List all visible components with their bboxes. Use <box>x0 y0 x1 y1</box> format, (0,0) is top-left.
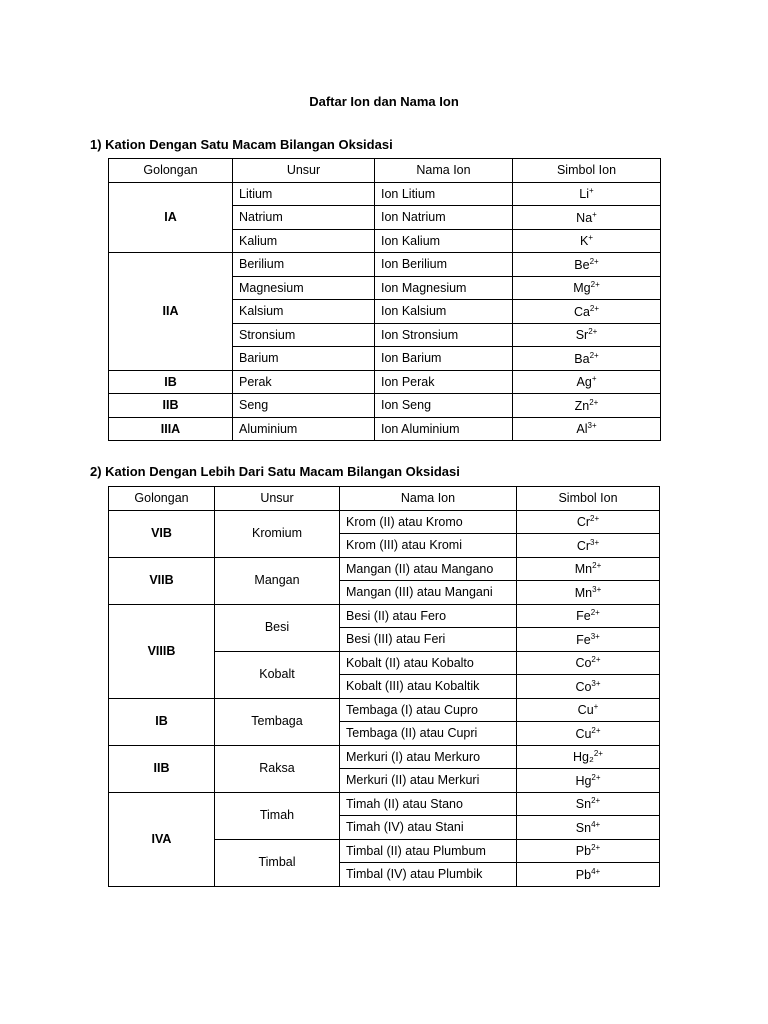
nama-ion-cell: Ion Kalium <box>375 229 513 253</box>
ion-charge: + <box>588 233 593 242</box>
table-row <box>109 745 660 769</box>
nama-ion-cell: Merkuri (II) atau Merkuri <box>340 769 517 793</box>
ion-symbol <box>517 675 660 699</box>
table-single-oxidation <box>108 158 661 441</box>
ion-charge: 4+ <box>591 866 601 876</box>
ion-symbol-base: Al <box>576 422 588 436</box>
golongan-cell: IIB <box>109 745 215 792</box>
ion-charge: 3+ <box>590 537 600 547</box>
ion-charge: + <box>592 209 597 219</box>
ion-symbol <box>513 417 661 441</box>
unsur-cell: Berilium <box>233 253 375 277</box>
unsur-cell: Tembaga <box>215 698 340 745</box>
nama-ion-cell: Timah (II) atau Stano <box>340 792 517 816</box>
ion-charge: 3+ <box>590 631 600 641</box>
ion-charge: 2+ <box>590 514 600 523</box>
ion-charge: 2+ <box>593 749 603 758</box>
unsur-cell: Kromium <box>215 510 340 557</box>
golongan-cell: IIA <box>109 253 233 371</box>
ion-symbol <box>517 534 660 558</box>
nama-ion-cell: Ion Stronsium <box>375 323 513 347</box>
golongan-cell: IIB <box>109 394 233 418</box>
nama-ion-cell: Ion Natrium <box>375 206 513 230</box>
ion-symbol <box>513 300 661 324</box>
column-header: Golongan <box>109 487 215 511</box>
table-row <box>109 417 661 441</box>
column-header: Unsur <box>233 159 375 183</box>
nama-ion-cell: Ion Kalsium <box>375 300 513 324</box>
ion-symbol-base: Mn <box>574 562 593 576</box>
table-row <box>109 698 660 722</box>
unsur-cell: Mangan <box>215 557 340 604</box>
ion-symbol <box>517 628 660 652</box>
nama-ion-cell: Timbal (II) atau Plumbum <box>340 839 517 863</box>
nama-ion-cell: Ion Aluminium <box>375 417 513 441</box>
nama-ion-cell: Mangan (III) atau Mangani <box>340 581 517 605</box>
unsur-cell: Kobalt <box>215 651 340 698</box>
ion-charge: 2+ <box>591 725 601 735</box>
unsur-cell: Stronsium <box>233 323 375 347</box>
ion-charge: 2+ <box>591 772 601 782</box>
ion-charge: 2+ <box>591 655 601 664</box>
golongan-cell: VIIB <box>109 557 215 604</box>
ion-symbol-base: Mn <box>574 585 593 600</box>
ion-symbol-base: Pb <box>575 844 592 858</box>
ion-symbol <box>513 182 661 206</box>
ion-charge: 2+ <box>588 327 598 336</box>
ion-symbol <box>517 581 660 605</box>
unsur-cell: Natrium <box>233 206 375 230</box>
ion-charge: 2+ <box>590 280 600 289</box>
unsur-cell: Raksa <box>215 745 340 792</box>
ion-charge: 2+ <box>589 256 599 266</box>
unsur-cell: Litium <box>233 182 375 206</box>
ion-symbol-base: Ba <box>574 351 590 366</box>
ion-symbol-base: Cu <box>575 726 592 741</box>
ion-charge: 2+ <box>589 303 600 313</box>
ion-symbol <box>513 323 661 347</box>
ion-charge: + <box>589 186 594 195</box>
ion-symbol-base: Sn <box>575 820 592 835</box>
ion-symbol <box>513 229 661 253</box>
table-row <box>109 792 660 816</box>
ion-charge: 2+ <box>592 561 602 570</box>
table-multiple-oxidation <box>108 486 660 887</box>
ion-symbol <box>517 839 660 863</box>
unsur-cell: Kalsium <box>233 300 375 324</box>
ion-charge: 2+ <box>589 397 599 407</box>
unsur-cell: Aluminium <box>233 417 375 441</box>
ion-charge: 2+ <box>590 608 600 617</box>
ion-symbol-base: Cr <box>576 515 591 529</box>
unsur-cell: Kalium <box>233 229 375 253</box>
table-row <box>109 370 661 394</box>
ion-symbol <box>513 276 661 300</box>
ion-charge: + <box>593 702 599 711</box>
ion-symbol <box>517 863 660 887</box>
ion-symbol <box>513 370 661 394</box>
table-row <box>109 182 661 206</box>
section-1-heading: 1) Kation Dengan Satu Macam Bilangan Oksidasi <box>90 137 393 152</box>
nama-ion-cell: Tembaga (II) atau Cupri <box>340 722 517 746</box>
nama-ion-cell: Ion Seng <box>375 394 513 418</box>
ion-symbol-base: Zn <box>574 398 590 413</box>
table-header-row <box>109 487 660 511</box>
ion-symbol <box>517 792 660 816</box>
ion-symbol-base: Co <box>575 656 592 670</box>
ion-symbol-base: Ca <box>573 304 590 319</box>
golongan-cell: IIIA <box>109 417 233 441</box>
unsur-cell: Besi <box>215 604 340 651</box>
ion-symbol-base: Fe <box>576 632 591 647</box>
ion-charge: 2+ <box>589 350 599 360</box>
table-row <box>109 253 661 277</box>
ion-charge: 3+ <box>591 678 601 688</box>
column-header: Simbol Ion <box>513 159 661 183</box>
unsur-cell: Timah <box>215 792 340 839</box>
nama-ion-cell: Ion Berilium <box>375 253 513 277</box>
golongan-cell: IB <box>109 370 233 394</box>
ion-symbol-base: Mg <box>573 281 591 295</box>
table-row <box>109 604 660 628</box>
ion-charge: 2+ <box>591 796 601 805</box>
golongan-cell: VIIIB <box>109 604 215 698</box>
column-header: Simbol Ion <box>517 487 660 511</box>
unsur-cell: Timbal <box>215 839 340 886</box>
ion-symbol-base: K <box>579 234 589 248</box>
ion-symbol <box>517 769 660 793</box>
ion-symbol-base: Sr <box>575 328 589 342</box>
nama-ion-cell: Ion Barium <box>375 347 513 371</box>
ion-symbol <box>513 206 661 230</box>
nama-ion-cell: Ion Magnesium <box>375 276 513 300</box>
ion-symbol-base: Hg <box>575 773 592 788</box>
ion-symbol-base: Fe <box>576 609 591 623</box>
ion-symbol-base: Sn <box>575 797 592 811</box>
ion-symbol <box>513 347 661 371</box>
nama-ion-cell: Tembaga (I) atau Cupro <box>340 698 517 722</box>
unsur-cell: Perak <box>233 370 375 394</box>
unsur-cell: Barium <box>233 347 375 371</box>
nama-ion-cell: Ion Perak <box>375 370 513 394</box>
golongan-cell: IVA <box>109 792 215 886</box>
ion-symbol-base: Cr <box>576 538 591 553</box>
ion-symbol <box>517 745 660 769</box>
ion-symbol-base: Cu <box>577 703 594 717</box>
nama-ion-cell: Merkuri (I) atau Merkuro <box>340 745 517 769</box>
nama-ion-cell: Krom (II) atau Kromo <box>340 510 517 534</box>
ion-symbol <box>513 394 661 418</box>
ion-symbol-base: Be <box>574 257 590 272</box>
table-row <box>109 557 660 581</box>
table-row <box>109 510 660 534</box>
golongan-cell: VIB <box>109 510 215 557</box>
ion-symbol <box>517 816 660 840</box>
ion-charge: + <box>591 374 597 383</box>
column-header: Nama Ion <box>375 159 513 183</box>
table-header-row <box>109 159 661 183</box>
ion-symbol-base: Na <box>576 210 593 225</box>
nama-ion-cell: Timah (IV) atau Stani <box>340 816 517 840</box>
ion-symbol-base: Li <box>579 187 590 201</box>
column-header: Unsur <box>215 487 340 511</box>
column-header: Nama Ion <box>340 487 517 511</box>
ion-symbol <box>517 510 660 534</box>
ion-symbol <box>517 557 660 581</box>
ion-symbol-base: Co <box>575 679 592 694</box>
ion-charge: 2+ <box>591 843 601 852</box>
table-row <box>109 394 661 418</box>
ion-symbol <box>513 253 661 277</box>
unsur-cell: Seng <box>233 394 375 418</box>
nama-ion-cell: Timbal (IV) atau Plumbik <box>340 863 517 887</box>
ion-symbol-base: Pb <box>575 867 592 882</box>
page-title: Daftar Ion dan Nama Ion <box>309 94 459 109</box>
unsur-cell: Magnesium <box>233 276 375 300</box>
ion-charge: 3+ <box>587 421 597 430</box>
nama-ion-cell: Ion Litium <box>375 182 513 206</box>
nama-ion-cell: Besi (II) atau Fero <box>340 604 517 628</box>
section-2-heading: 2) Kation Dengan Lebih Dari Satu Macam Bilangan Oksidasi <box>90 464 460 479</box>
nama-ion-cell: Besi (III) atau Feri <box>340 628 517 652</box>
ion-symbol <box>517 604 660 628</box>
ion-symbol-base: Ag <box>576 375 592 389</box>
nama-ion-cell: Krom (III) atau Kromi <box>340 534 517 558</box>
ion-symbol <box>517 722 660 746</box>
golongan-cell: IA <box>109 182 233 253</box>
ion-symbol-base: Hg₂ <box>573 750 594 764</box>
ion-symbol <box>517 651 660 675</box>
nama-ion-cell: Mangan (II) atau Mangano <box>340 557 517 581</box>
ion-charge: 3+ <box>592 584 602 594</box>
column-header: Golongan <box>109 159 233 183</box>
ion-charge: 4+ <box>591 819 601 829</box>
golongan-cell: IB <box>109 698 215 745</box>
ion-symbol <box>517 698 660 722</box>
nama-ion-cell: Kobalt (III) atau Kobaltik <box>340 675 517 699</box>
nama-ion-cell: Kobalt (II) atau Kobalto <box>340 651 517 675</box>
